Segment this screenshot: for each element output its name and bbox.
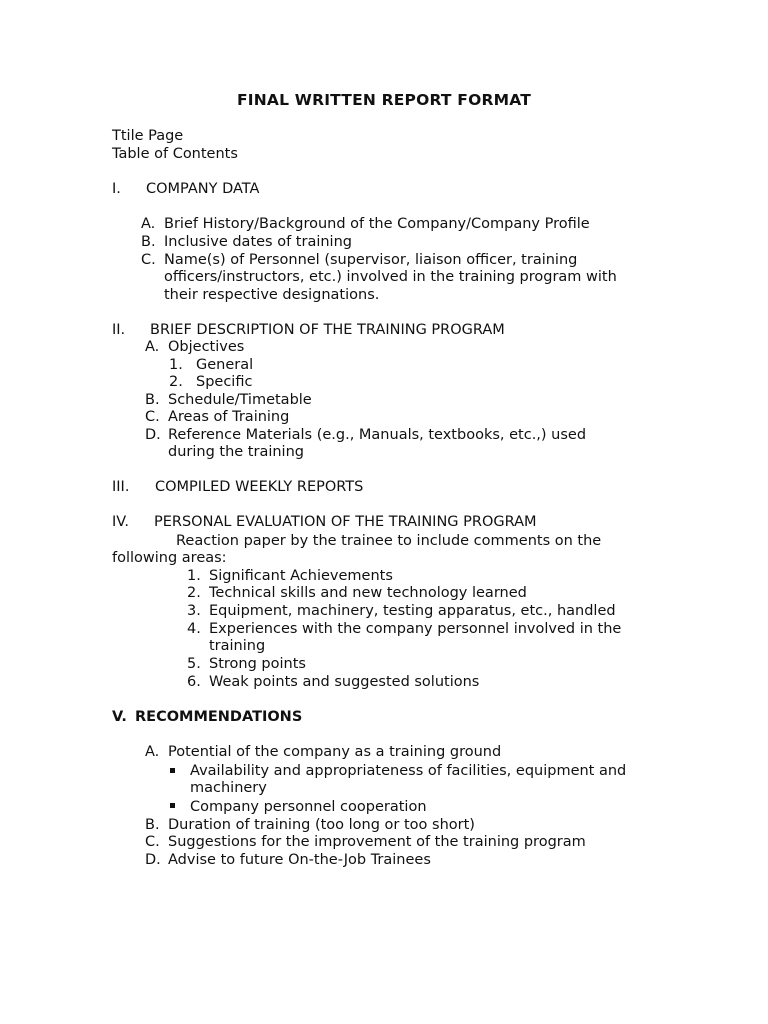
- list-marker: B.: [141, 234, 156, 250]
- paragraph-line: following areas:: [112, 550, 227, 566]
- list-item: Weak points and suggested solutions: [209, 674, 480, 690]
- section-numeral: I.: [112, 181, 121, 197]
- list-item: Experiences with the company personnel involved in the: [209, 621, 622, 637]
- list-marker: A.: [141, 216, 156, 232]
- list-marker: 5.: [187, 656, 201, 672]
- list-marker: 6.: [187, 674, 201, 690]
- list-marker: 4.: [187, 621, 201, 637]
- list-item: Advise to future On-the-Job Trainees: [168, 852, 431, 868]
- list-item: Specific: [196, 374, 253, 390]
- bullet-item: Availability and appropriateness of facilities, equipment and: [190, 763, 627, 779]
- list-item: General: [196, 357, 254, 373]
- front-matter-title-page: Ttile Page: [112, 128, 184, 144]
- section-numeral: V.: [112, 709, 127, 725]
- list-item-continued: training: [209, 638, 266, 654]
- section-heading-training-program: BRIEF DESCRIPTION OF THE TRAINING PROGRAM: [150, 322, 505, 338]
- section-heading-recommendations: RECOMMENDATIONS: [135, 709, 303, 725]
- list-item: Technical skills and new technology learned: [209, 585, 527, 601]
- list-item: Inclusive dates of training: [164, 234, 352, 250]
- list-item: Brief History/Background of the Company/Company Profile: [164, 216, 590, 232]
- list-marker: A.: [145, 339, 160, 355]
- list-item: Strong points: [209, 656, 306, 672]
- list-marker: D.: [145, 852, 161, 868]
- list-marker: B.: [145, 817, 160, 833]
- list-marker: 2.: [169, 374, 183, 390]
- square-bullet-icon: [170, 803, 175, 808]
- section-heading-company-data: COMPANY DATA: [146, 181, 260, 197]
- section-heading-weekly-reports: COMPILED WEEKLY REPORTS: [155, 479, 364, 495]
- list-item: Significant Achievements: [209, 568, 393, 584]
- list-item-continued: officers/instructors, etc.) involved in the training program with: [164, 269, 617, 285]
- list-item: Reference Materials (e.g., Manuals, textbooks, etc.,) used: [168, 427, 587, 443]
- list-item: Name(s) of Personnel (supervisor, liaison officer, training: [164, 252, 578, 268]
- list-item: Potential of the company as a training ground: [168, 744, 502, 760]
- list-item: Suggestions for the improvement of the training program: [168, 834, 586, 850]
- section-numeral: II.: [112, 322, 126, 338]
- list-marker: 1.: [169, 357, 183, 373]
- bullet-item-continued: machinery: [190, 780, 267, 796]
- list-item-continued: their respective designations.: [164, 287, 380, 303]
- list-marker: 1.: [187, 568, 201, 584]
- list-item: Areas of Training: [168, 409, 290, 425]
- list-item: Equipment, machinery, testing apparatus, etc., handled: [209, 603, 616, 619]
- list-item-objectives: Objectives: [168, 339, 245, 355]
- list-marker: A.: [145, 744, 160, 760]
- list-marker: C.: [145, 834, 160, 850]
- list-marker: C.: [141, 252, 156, 268]
- list-marker: 2.: [187, 585, 201, 601]
- section-numeral: III.: [112, 479, 130, 495]
- front-matter-toc: Table of Contents: [112, 146, 238, 162]
- list-item: Duration of training (too long or too short): [168, 817, 475, 833]
- list-marker: C.: [145, 409, 160, 425]
- list-marker: 3.: [187, 603, 201, 619]
- page-title: FINAL WRITTEN REPORT FORMAT: [236, 91, 531, 109]
- section-heading-personal-evaluation: PERSONAL EVALUATION OF THE TRAINING PROGRAM: [154, 514, 537, 530]
- bullet-item: Company personnel cooperation: [190, 799, 427, 815]
- section-numeral: IV.: [112, 514, 129, 530]
- square-bullet-icon: [170, 768, 175, 773]
- list-marker: B.: [145, 392, 160, 408]
- paragraph-line: Reaction paper by the trainee to include comments on the: [176, 533, 602, 549]
- list-marker: D.: [145, 427, 161, 443]
- list-item: Schedule/Timetable: [168, 392, 312, 408]
- list-item-continued: during the training: [168, 444, 304, 460]
